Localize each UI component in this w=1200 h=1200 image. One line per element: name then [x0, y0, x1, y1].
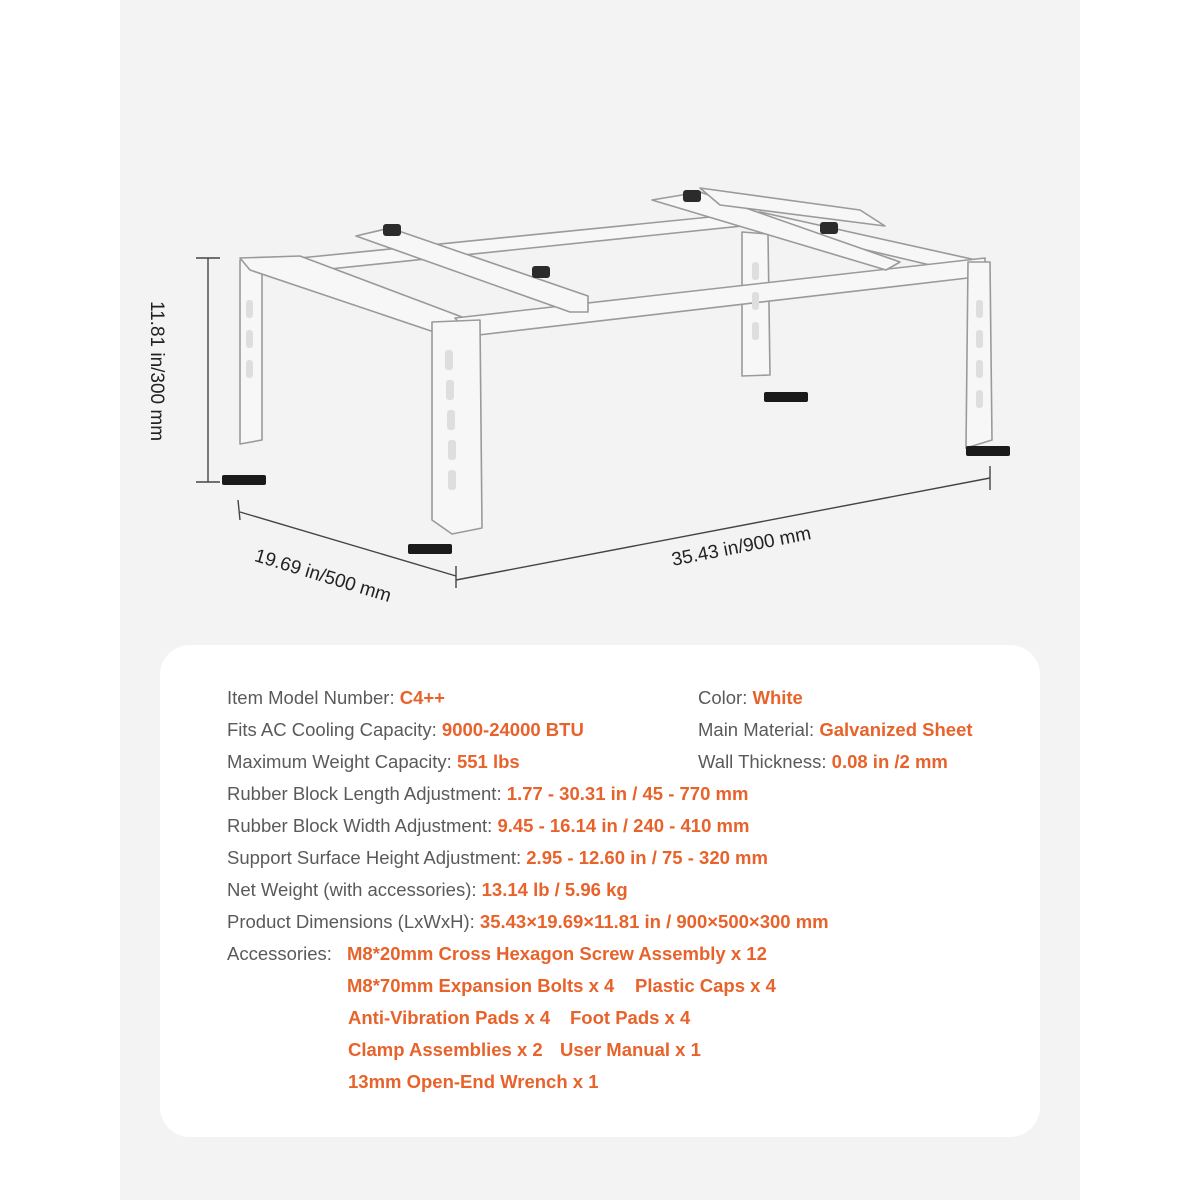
spec-value: 1.77 - 30.31 in / 45 - 770 mm	[506, 783, 749, 804]
spec-label: Accessories:	[227, 943, 332, 964]
spec-label: Color:	[698, 687, 748, 708]
spec-label: Net Weight (with accessories):	[227, 879, 477, 900]
spec-value: 35.43×19.69×11.81 in / 900×500×300 mm	[479, 911, 829, 932]
accessory-item: 13mm Open-End Wrench x 1	[348, 1071, 599, 1092]
spec-block-width	[227, 815, 749, 837]
accessory-item: M8*20mm Cross Hexagon Screw Assembly x 12	[347, 943, 767, 964]
spec-value: 13.14 lb / 5.96 kg	[481, 879, 628, 900]
spec-dimensions	[227, 911, 829, 933]
spec-material	[698, 719, 973, 741]
spec-value: 2.95 - 12.60 in / 75 - 320 mm	[526, 847, 768, 868]
spec-value: White	[752, 687, 803, 708]
spec-value: Galvanized Sheet	[819, 719, 973, 740]
spec-model	[227, 687, 445, 709]
spec-value: C4++	[399, 687, 445, 708]
spec-label: Fits AC Cooling Capacity:	[227, 719, 437, 740]
spec-height-adjustment	[227, 847, 768, 869]
spec-value: 9000-24000 BTU	[441, 719, 584, 740]
spec-label: Support Surface Height Adjustment:	[227, 847, 522, 868]
spec-block-length	[227, 783, 748, 805]
spec-cooling	[227, 719, 584, 741]
spec-card	[160, 645, 1040, 1137]
spec-label: Main Material:	[698, 719, 815, 740]
height-dimension-label: 11.81 in/300 mm	[146, 300, 168, 442]
spec-value: 9.45 - 16.14 in / 240 - 410 mm	[497, 815, 750, 836]
accessories-label	[227, 943, 332, 965]
accessory-item: Clamp Assemblies x 2	[348, 1039, 543, 1060]
spec-color	[698, 687, 803, 709]
spec-wall	[698, 751, 948, 773]
spec-label: Item Model Number:	[227, 687, 395, 708]
accessory-item: Foot Pads x 4	[570, 1007, 691, 1028]
spec-label: Wall Thickness:	[698, 751, 827, 772]
spec-label: Rubber Block Length Adjustment:	[227, 783, 502, 804]
length-dimension-label: 35.43 in/900 mm	[669, 523, 813, 571]
spec-label: Maximum Weight Capacity:	[227, 751, 452, 772]
accessory-item: Plastic Caps x 4	[635, 975, 776, 996]
spec-value: 551 lbs	[456, 751, 520, 772]
spec-max-weight	[227, 751, 520, 773]
spec-label: Product Dimensions (LxWxH):	[227, 911, 475, 932]
spec-net-weight	[227, 879, 628, 901]
accessory-item: User Manual x 1	[560, 1039, 701, 1060]
depth-dimension-label: 19.69 in/500 mm	[252, 545, 394, 607]
spec-value: 0.08 in /2 mm	[831, 751, 948, 772]
accessory-item: Anti-Vibration Pads x 4	[348, 1007, 551, 1028]
accessory-item: M8*70mm Expansion Bolts x 4	[347, 975, 615, 996]
spec-label: Rubber Block Width Adjustment:	[227, 815, 493, 836]
